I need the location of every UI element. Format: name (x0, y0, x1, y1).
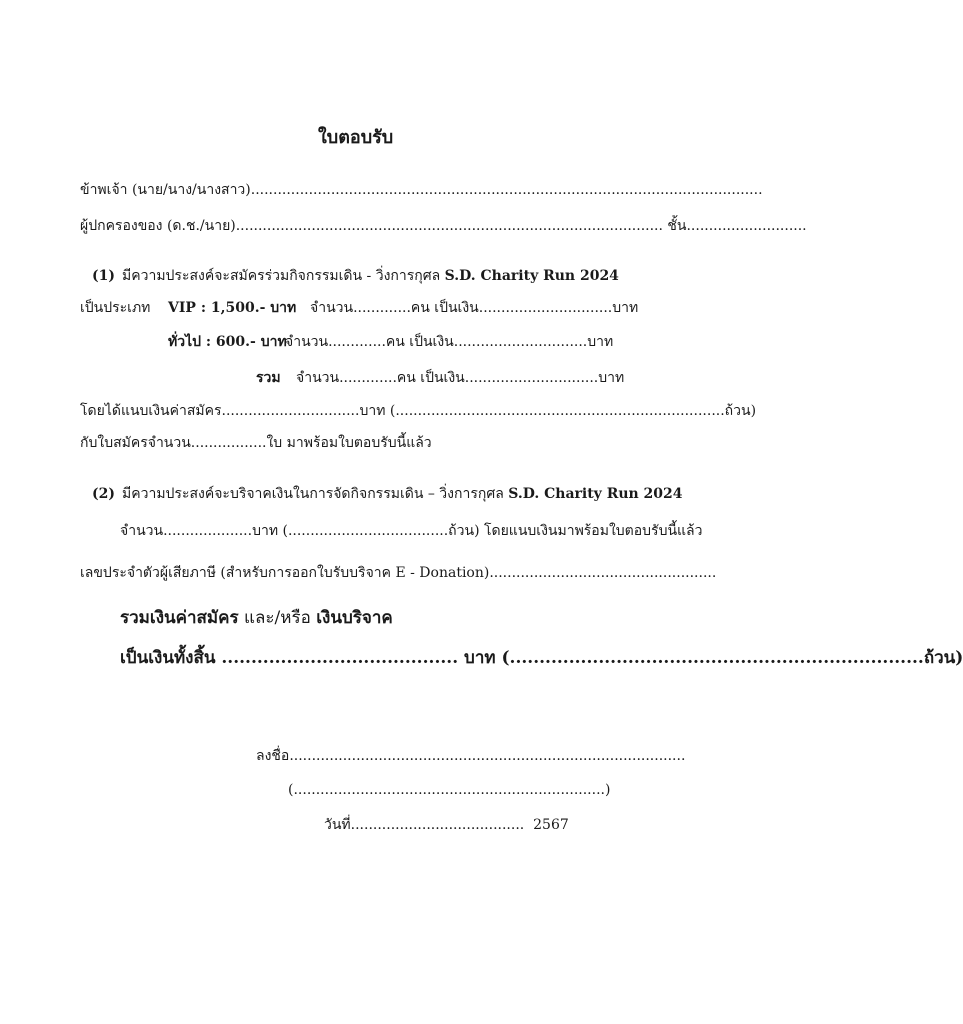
date-line (324, 815, 569, 835)
general-price: ทั่วไป : 600.- บาท (168, 334, 287, 350)
section-2-statement (122, 484, 683, 504)
year: 2567 (533, 817, 569, 833)
section-1-statement (122, 266, 619, 286)
date-label: วันที่....................................... (324, 817, 525, 833)
parent-of-line: ผู้ปกครองของ (ด.ช./นาย)................................................................................................ ชั้น........................... (80, 218, 807, 234)
total-label: รวม (256, 370, 281, 386)
summary-and-or: และ/หรือ (238, 608, 317, 628)
summary-total-line: เป็นเงินทั้งสิ้น ........................................ บาท (......................................................................ถ้วน) (120, 648, 963, 668)
total-count-line: จำนวน.............คน เป็นเงิน..............................บาท (296, 370, 625, 386)
section-2-event-name: S.D. Charity Run 2024 (508, 486, 683, 502)
section-1-text: มีความประสงค์จะสมัครร่วมกิจกรรมเดิน - วิ่งการกุศล (122, 268, 445, 284)
vip-count-line: จำนวน.............คน เป็นเงิน..............................บาท (310, 300, 639, 316)
donation-amount-line: จำนวน....................บาท (....................................ถ้วน) โดยแนบเงินมาพร้อมใบตอบรับนี้แล้ว (120, 523, 703, 539)
section-2-number: (2) (92, 486, 115, 502)
section-1-event-name: S.D. Charity Run 2024 (444, 268, 619, 284)
section-2-text: มีความประสงค์จะบริจาคเงินในการจัดกิจกรรมเดิน – วิ่งการกุศล (122, 486, 509, 502)
attached-fee-line: โดยได้แนบเงินค่าสมัคร...............................บาท (..........................................................................ถ้วน) (80, 403, 757, 419)
tax-id-line: เลขประจำตัวผู้เสียภาษี (สำหรับการออกใบรับบริจาค E - Donation)................................................... (80, 565, 717, 581)
vip-price: VIP : 1,500.- บาท (168, 300, 297, 316)
category-label: เป็นประเภท (80, 300, 151, 316)
signature-line: ลงชื่อ......................................................................................... (256, 748, 686, 764)
summary-donation-label: เงินบริจาค (316, 608, 393, 628)
applicant-name-line: ข้าพเจ้า (นาย/นาง/นางสาว)................................................................................................................... (80, 182, 763, 198)
summary-fee-label: รวมเงินค่าสมัคร (120, 608, 239, 628)
signature-name-parenthesis: (......................................................................) (288, 782, 611, 798)
form-count-line: กับใบสมัครจำนวน.................ใบ มาพร้อมใบตอบรับนี้แล้ว (80, 435, 432, 451)
summary-line-1 (120, 606, 393, 630)
form-title: ใบตอบรับ (318, 127, 394, 148)
section-1-number: (1) (92, 268, 115, 284)
general-count-line: จำนวน.............คน เป็นเงิน..............................บาท (285, 334, 614, 350)
